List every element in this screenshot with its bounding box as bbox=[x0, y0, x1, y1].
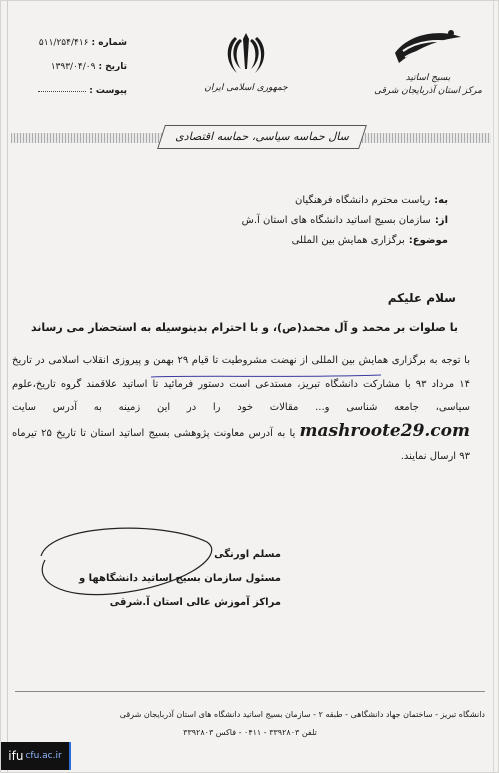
organization-header bbox=[372, 23, 484, 113]
basij-logo-icon bbox=[391, 23, 465, 71]
number-row bbox=[17, 31, 127, 55]
banner-box bbox=[157, 125, 367, 149]
reference-block bbox=[17, 31, 127, 103]
date-label: تاریخ : bbox=[98, 62, 127, 72]
scan-edge-left bbox=[7, 1, 8, 773]
greeting: سلام علیکم bbox=[387, 291, 456, 305]
signatory-title-1: مسئول سازمان بسیج اساتید دانشگاهها و bbox=[78, 573, 281, 584]
signatory-title-2: مراکز آموزش عالی استان آ.شرقی bbox=[109, 597, 281, 608]
to-label: به: bbox=[434, 195, 448, 206]
subject-line bbox=[128, 231, 448, 251]
watermark-domain: cfu.ac.ir bbox=[25, 751, 62, 761]
to-line bbox=[128, 191, 448, 211]
signatory-name: مسلم اورنگی bbox=[214, 549, 281, 560]
website-link[interactable]: mashroote29.com bbox=[299, 420, 470, 441]
org-emblem-text: بسیج اساتید bbox=[405, 73, 451, 83]
subject-value: برگزاری همایش بین المللی bbox=[291, 235, 405, 246]
org-name: مرکز استان آذربایجان شرقی bbox=[374, 86, 482, 96]
attachment-blank bbox=[38, 79, 86, 92]
subject-label: موضوع: bbox=[408, 235, 448, 246]
date-value: ۱۳۹۳/۰۴/۰۹ bbox=[50, 62, 96, 72]
year-slogan-banner bbox=[11, 123, 491, 153]
footer-phones: تلفن ۳۳۹۲۸۰۳ - ۰۴۱۱ - فاکس ۳۳۹۲۸۰۳ bbox=[183, 728, 317, 737]
iran-emblem-icon bbox=[223, 29, 269, 77]
salawat-line: با صلوات بر محمد و آل محمد(ص)، و با احترام بدینوسیله به استحضار می رساند bbox=[30, 321, 458, 334]
republic-text: جمهوری اسلامی ایران bbox=[204, 83, 288, 93]
scan-edge-right bbox=[493, 1, 494, 773]
year-slogan: سال حماسه سیاسی، حماسه اقتصادی bbox=[175, 130, 349, 143]
to-value: ریاست محترم دانشگاه فرهنگیان bbox=[294, 195, 431, 206]
letter-body bbox=[12, 349, 470, 469]
date-row bbox=[17, 55, 127, 79]
republic-header bbox=[191, 29, 301, 93]
site-watermark bbox=[1, 742, 71, 770]
number-label: شماره : bbox=[91, 38, 127, 48]
attachment-label: پیوست : bbox=[89, 86, 127, 96]
from-label: از: bbox=[434, 215, 448, 226]
from-line bbox=[128, 211, 448, 231]
from-value: سازمان بسیج اساتید دانشگاه های استان آ.ش bbox=[241, 215, 431, 226]
body-paragraph bbox=[12, 349, 470, 469]
number-value: ۵۱۱/۲۵۴/۴۱۶ bbox=[38, 38, 89, 48]
watermark-text: ifu bbox=[8, 749, 24, 763]
signature-block bbox=[41, 543, 281, 615]
attachment-row bbox=[17, 79, 127, 103]
footer-address: دانشگاه تبریز - ساختمان جهاد دانشگاهی - طبقه ۲ - سازمان بسیج اساتید دانشگاه های استان آذربایجان شرقی bbox=[119, 710, 485, 719]
address-block bbox=[128, 191, 448, 251]
body-text-2: یا به آدرس معاونت پژوهشی بسیج اساتید استان تا تاریخ ۲۵ تیرماه ۹۳ ارسال نمایند. bbox=[12, 427, 470, 462]
letter-footer bbox=[15, 691, 485, 742]
body-text-1: با توجه به برگزاری همایش بین المللی از نهضت مشروطیت تا قیام ۲۹ بهمن و پیروزی انقلاب اسلامی در تاریخ ۱۴ مرداد ۹۳ با مشارکت دانشگاه تبریز، مستدعی است دستور فرمائید تا اساتید علاقمند گروه تاریخ،علوم سیاسی، جامعه شناسی و... مقالات خود را در این زمینه به آدرس سایت bbox=[12, 355, 470, 413]
